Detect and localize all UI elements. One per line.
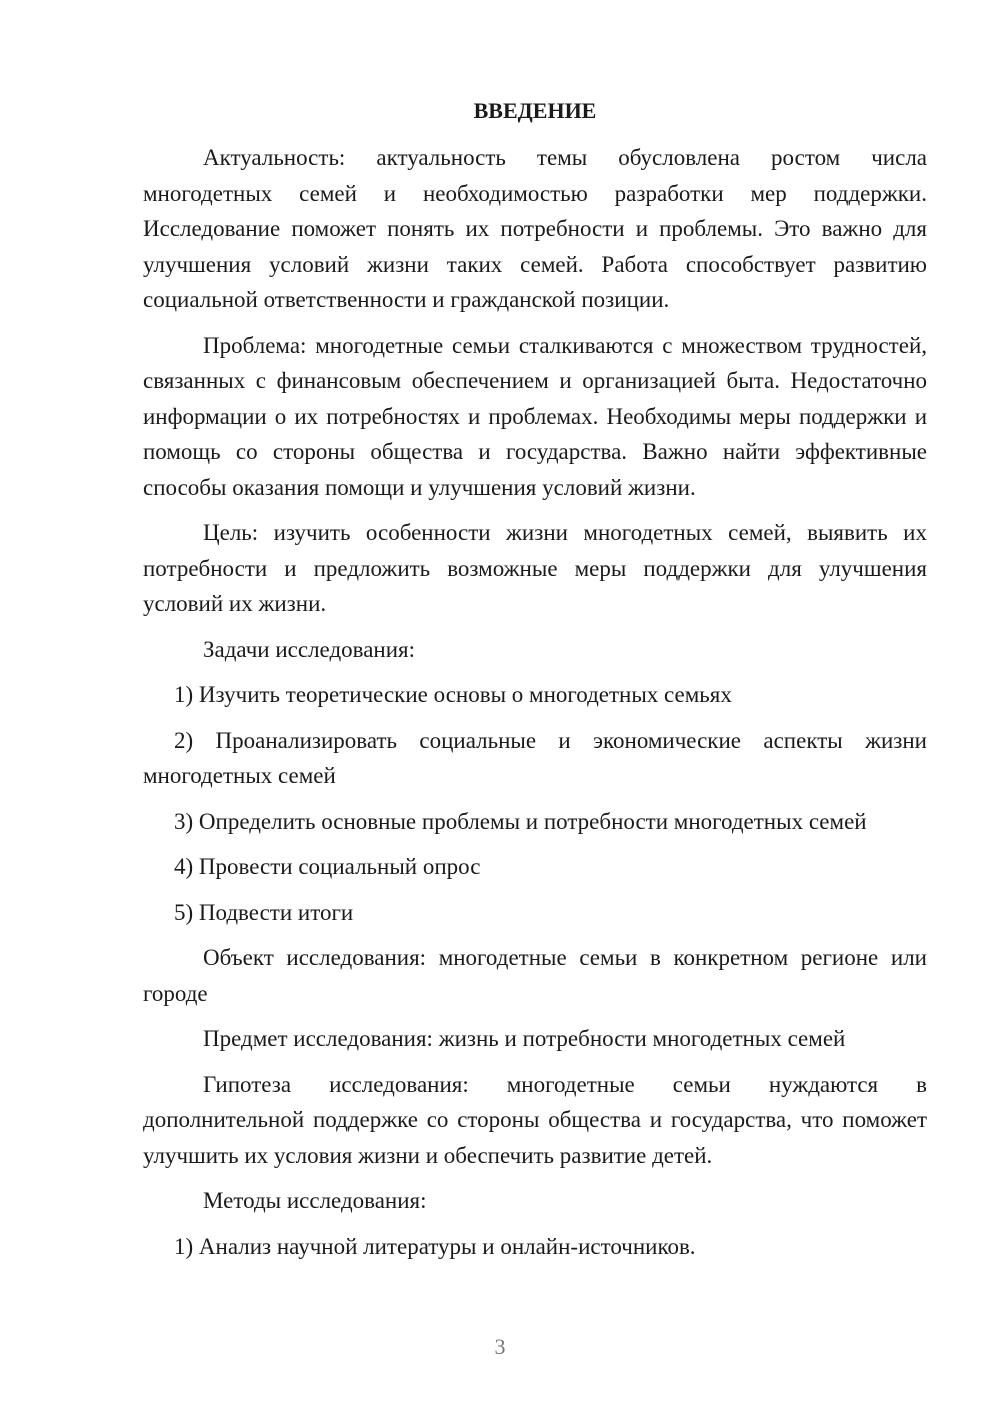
page-content [143,96,927,1274]
paragraph-relevance: Актуальность: актуальность темы обусловлена ростом числа многодетных семей и необходимостью разработки мер поддержки. Исследование поможет понять их потребности и проблемы. Это важно для улучшения условий жизни таких семей. Работа способствует развитию социальной ответственности и гражданской позиции. [143,145,927,312]
page-number: 3 [494,1334,506,1359]
paragraph-subject: Предмет исследования: жизнь и потребности многодетных семей [203,1026,846,1051]
paragraph-hypothesis: Гипотеза исследования: многодетные семьи нуждаются в дополнительной поддержке со стороны общества и государства, что поможет улучшить их условия жизни и обеспечить развитие детей. [143,1071,927,1168]
paragraph-object: Объект исследования: многодетные семьи в конкретном регионе или городе [143,945,927,1006]
task-item-5: 5) Подвести итоги [174,899,354,925]
task-item-1: 1) Изучить теоретические основы о многодетных семьях [174,682,732,707]
tasks-heading: Задачи исследования: [203,636,416,662]
task-item-3: 3) Определить основные проблемы и потребности многодетных семей [174,808,867,834]
method-item-1: 1) Анализ научной литературы и онлайн-источников. [174,1233,696,1259]
paragraph-problem: Проблема: многодетные семьи сталкиваются с множеством трудностей, связанных с финансовым обеспечением и организацией быта. Недостаточно информации о их потребностях и проблемах. Необходимы меры поддержки и помощь со стороны общества и государства. Важно найти эффективные способы оказания помощи и улучшения условий жизни. [143,332,927,500]
task-item-4: 4) Провести социальный опрос [174,854,481,879]
methods-heading: Методы исследования: [203,1188,427,1213]
task-item-2: 2) Проанализировать социальные и экономические аспекты жизни многодетных семей [143,727,927,788]
section-title: ВВЕДЕНИЕ [473,98,597,123]
paragraph-goal: Цель: изучить особенности жизни многодетных семей, выявить их потребности и предложить возможные меры поддержки для улучшения условий их жизни. [143,520,927,616]
